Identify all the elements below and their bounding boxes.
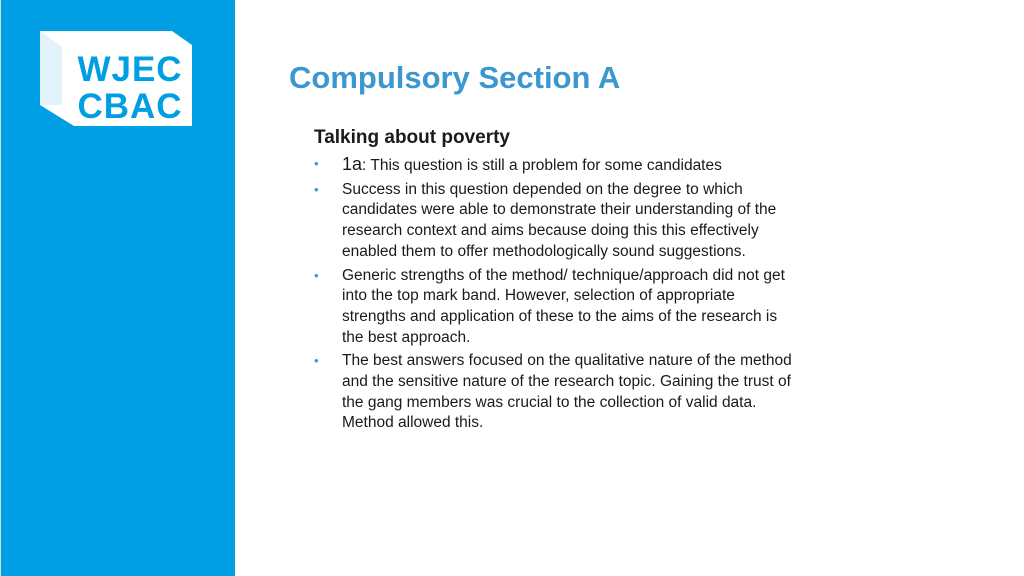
bullet-item <box>314 266 802 349</box>
bullet-text: Success in this question depended on the degree to which candidates were able to demonstrate their understanding of the research context and aims because doing this this effectively enabled them to offer methodologically sound suggestions. <box>342 180 777 260</box>
slide-title: Compulsory Section A <box>289 60 621 95</box>
bullet-item <box>314 154 802 177</box>
bullet-text: Generic strengths of the method/ technique/approach did not get into the top mark band. However, selection of appropriate strengths and application of these to the aims of the research is the best approach. <box>342 266 785 346</box>
slide-content <box>314 126 814 437</box>
bullet-icon: • <box>314 181 319 197</box>
bullet-list <box>314 154 814 434</box>
logo-text-cbac: CBAC <box>77 87 183 126</box>
bullet-icon: • <box>314 353 319 369</box>
bullet-item <box>314 351 802 434</box>
bullet-icon: • <box>314 156 319 171</box>
bullet-text: : This question is still a problem for some candidates <box>362 157 722 174</box>
sidebar-panel <box>0 0 235 576</box>
section-heading: Talking about poverty <box>314 127 511 148</box>
bullet-item <box>314 180 802 263</box>
question-label: 1a <box>342 154 363 174</box>
bullet-text: The best answers focused on the qualitative nature of the method and the sensitive nature of the research topic. Gaining the trust of the gang members was crucial to the collection of valid data. Method allowed this. <box>342 352 792 432</box>
logo-text-wjec: WJEC <box>77 50 183 89</box>
bullet-icon: • <box>314 267 319 283</box>
